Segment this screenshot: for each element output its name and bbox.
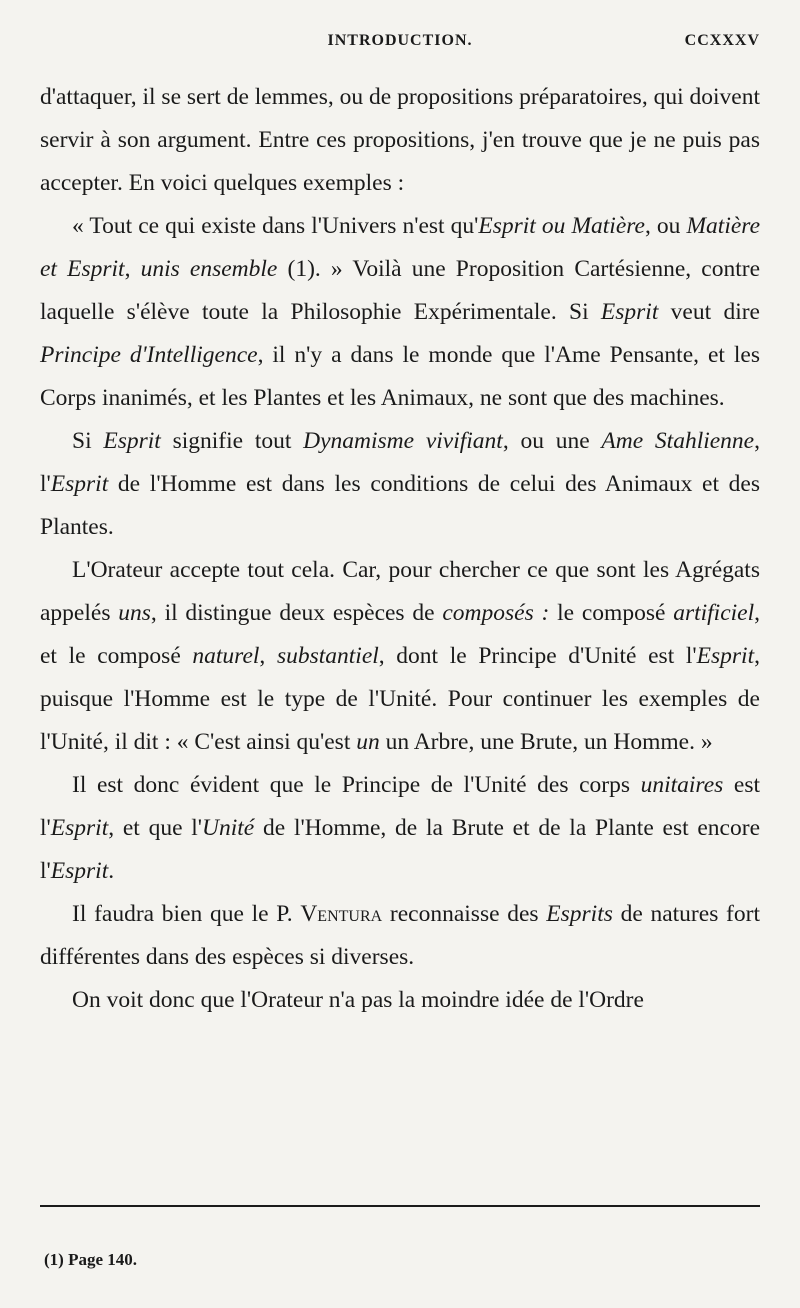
paragraph-4: L'Orateur accepte tout cela. Car, pour chercher ce que sont les Agrégats appelés uns, il distingue deux espèces de composés : le composé artificiel, et le composé naturel, substantiel, dont le Principe d'Unité est l'Esprit, puisque l'Homme est le type de l'Unité. Pour continuer les exemples de l'Unité, il dit : « C'est ainsi qu'est un un Arbre, une Brute, un Homme. » bbox=[40, 557, 760, 755]
paragraph-7: On voit donc que l'Orateur n'a pas la moindre idée de l'Ordre bbox=[72, 987, 644, 1013]
running-head bbox=[40, 32, 760, 60]
paragraph-2: « Tout ce qui existe dans l'Univers n'est qu'Esprit ou Matière, ou Matière et Esprit, unis ensemble (1). » Voilà une Proposition Cartésienne, contre laquelle s'élève toute la Philosophie Expérimentale. Si Esprit veut dire Principe d'Intelligence, il n'y a dans le monde que l'Ame Pensante, et les Corps inanimés, et les Plantes et les Animaux, ne sont que des machines. bbox=[40, 213, 761, 411]
body-text bbox=[40, 76, 760, 1022]
page-number: CCXXXV bbox=[684, 32, 760, 49]
paragraph-1: d'attaquer, il se sert de lemmes, ou de propositions préparatoires, qui doivent servir à son argument. Entre ces propositions, j'en trouve que je ne puis pas accepter. En voici quelques exemples : bbox=[40, 84, 760, 196]
paragraph-5: Il est donc évident que le Principe de l'Unité des corps unitaires est l'Esprit, et que l'Unité de l'Homme, de la Brute et de la Plante est encore l'Esprit. bbox=[40, 772, 760, 884]
footnote: (1) Page 140. bbox=[44, 1250, 138, 1269]
book-page bbox=[40, 0, 760, 1308]
paragraph-3: Si Esprit signifie tout Dynamisme vivifiant, ou une Ame Stahlienne, l'Esprit de l'Homme est dans les conditions de celui des Animaux et des Plantes. bbox=[40, 428, 760, 540]
running-title: INTRODUCTION. bbox=[327, 32, 473, 49]
footnote-rule bbox=[40, 1205, 760, 1207]
paragraph-6: Il faudra bien que le P. Ventura reconnaisse des Esprits de natures fort différentes dans des espèces si diverses. bbox=[40, 901, 760, 970]
